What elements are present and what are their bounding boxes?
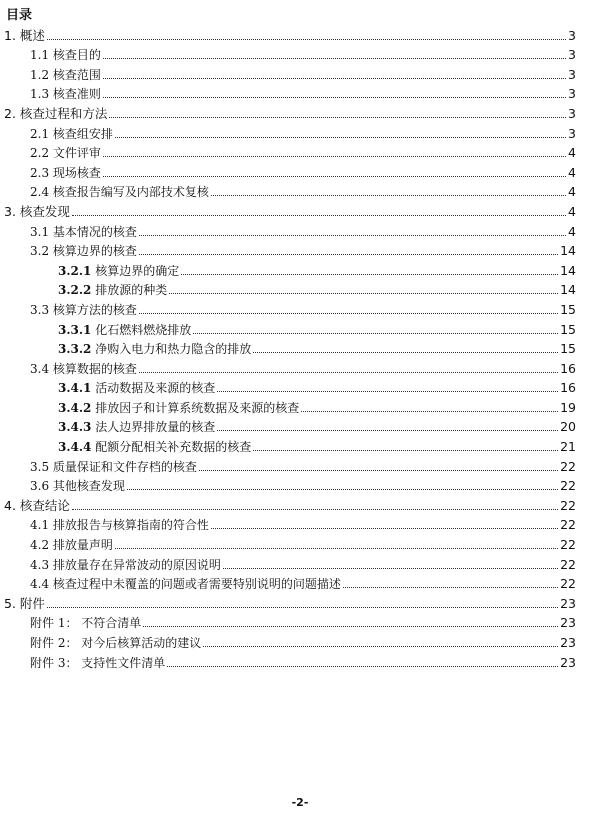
toc-entry-page: 4 [568, 203, 576, 219]
toc-entry-number: 1.2 [30, 67, 50, 82]
toc-leader-dots [143, 626, 558, 627]
toc-entry-number: 4.4 [30, 577, 50, 592]
toc-entry-label [4, 499, 70, 513]
toc-entry-number: 3.4.3 [58, 420, 92, 435]
toc-entry-page: 22 [560, 517, 576, 533]
toc-entry-number: 1. [4, 27, 16, 43]
toc-leader-dots [167, 666, 558, 667]
toc-entry-number: 3.2 [30, 244, 50, 259]
toc-leader-dots [343, 587, 558, 588]
toc-entry-number: 3. [4, 203, 16, 219]
toc-entry[interactable] [4, 553, 576, 573]
toc-leader-dots [139, 313, 558, 314]
toc-entry-page: 23 [560, 615, 576, 631]
toc-entry-label [58, 283, 167, 297]
toc-entry-number: 4.1 [30, 518, 50, 533]
toc-leader-dots [301, 411, 558, 412]
toc-entry-text: 核查过程和方法 [19, 105, 108, 121]
toc-entry-label [30, 577, 341, 591]
toc-entry-page: 14 [560, 262, 576, 278]
toc-leader-dots [103, 156, 566, 157]
toc-entry-label [30, 538, 113, 552]
toc-leader-dots [103, 78, 566, 79]
toc-entry[interactable] [4, 494, 576, 514]
toc-entry[interactable] [4, 102, 576, 122]
toc-entry-label [30, 166, 101, 180]
toc-entry-text: 排放因子和计算系统数据及来源的核查 [95, 400, 300, 415]
toc-entry-page: 3 [568, 66, 576, 82]
toc-leader-dots [253, 450, 558, 451]
toc-leader-dots [253, 352, 558, 353]
toc-entry-page: 22 [560, 576, 576, 592]
toc-entry-label [4, 205, 70, 219]
toc-entry-text: 核查组安排 [52, 126, 113, 141]
toc-entry-number: 3.6 [30, 479, 50, 494]
toc-entry-text: 核算边界的确定 [95, 263, 180, 278]
toc-entry[interactable] [4, 200, 576, 220]
toc-entry-label [30, 656, 165, 670]
toc-entry-page: 23 [560, 595, 576, 611]
toc-entry-text: 基本情况的核查 [52, 224, 137, 239]
toc-entry-label [58, 342, 251, 356]
toc-entry-label [30, 616, 141, 630]
toc-entry-text: 核算边界的核查 [52, 244, 137, 259]
toc-entry-page: 23 [560, 654, 576, 670]
toc-leader-dots [223, 568, 558, 569]
toc-entry-number: 1.1 [30, 48, 50, 63]
toc-entry[interactable] [4, 651, 576, 671]
toc-entry[interactable] [4, 455, 576, 475]
toc-leader-dots [181, 274, 558, 275]
toc-entry[interactable] [4, 475, 576, 495]
toc-entry-label [30, 225, 137, 239]
toc-entry-page: 4 [568, 223, 576, 239]
toc-entry-number: 3.4.1 [58, 381, 92, 396]
toc-entry-page: 3 [568, 47, 576, 63]
toc-entry[interactable] [4, 416, 576, 436]
toc-leader-dots [217, 430, 558, 431]
toc-entry-text: 附件 [19, 595, 45, 611]
toc-entry-number: 3.2.1 [58, 263, 92, 278]
toc-leader-dots [211, 528, 558, 529]
toc-entry-text: 核查发现 [19, 203, 70, 219]
toc-entry-label [30, 636, 201, 650]
toc-entry-label [58, 381, 215, 395]
toc-entry-page: 4 [568, 164, 576, 180]
toc-entry-text: 排放量声明 [52, 538, 113, 553]
toc-leader-dots [127, 489, 558, 490]
toc-entry-text: 活动数据及来源的核查 [95, 381, 216, 396]
toc-entry-page: 3 [568, 125, 576, 141]
toc-entry-label [58, 401, 299, 415]
toc-entry-text: 核查目的 [52, 48, 101, 63]
toc-leader-dots [103, 97, 566, 98]
toc-leader-dots [169, 293, 558, 294]
toc-entry-number: 5. [4, 595, 16, 611]
toc-entry[interactable] [4, 514, 576, 534]
toc-entry-page: 23 [560, 635, 576, 650]
toc-entry-label [30, 479, 125, 493]
toc-entry-number: 3.3.2 [58, 342, 92, 357]
toc-entry-page: 3 [568, 27, 576, 43]
toc-entry[interactable] [4, 122, 576, 142]
toc-entry-label [30, 518, 209, 532]
toc-entry-label [30, 146, 101, 160]
toc-entry[interactable] [4, 279, 576, 299]
toc-list [4, 24, 576, 671]
toc-entry[interactable] [4, 181, 576, 201]
toc-leader-dots [193, 333, 558, 334]
toc-leader-dots [103, 58, 566, 59]
toc-entry[interactable] [4, 612, 576, 632]
toc-entry-number: 3.3 [30, 302, 50, 317]
toc-entry[interactable] [4, 298, 576, 318]
toc-entry-text: 核算数据的核查 [52, 361, 137, 376]
toc-leader-dots [203, 646, 558, 647]
toc-entry-label [30, 362, 137, 376]
toc-entry-label [4, 107, 107, 121]
toc-entry[interactable] [4, 357, 576, 377]
toc-leader-dots [103, 176, 566, 177]
toc-leader-dots [72, 215, 566, 216]
toc-entry-page: 15 [560, 321, 576, 337]
toc-entry-page: 22 [560, 458, 576, 474]
toc-entry-number: 2.2 [30, 146, 50, 161]
toc-entry[interactable] [4, 573, 576, 593]
toc-entry-number: 2. [4, 105, 16, 121]
toc-entry-page: 14 [560, 243, 576, 259]
toc-entry[interactable] [4, 44, 576, 64]
toc-entry-page: 19 [560, 399, 576, 415]
toc-entry-text: 配额分配相关补充数据的核查 [95, 440, 252, 455]
toc-entry-label [30, 460, 197, 474]
toc-entry[interactable] [4, 377, 576, 397]
toc-entry-text: 支持性文件清单 [81, 655, 166, 670]
toc-leader-dots [139, 372, 558, 373]
toc-entry[interactable] [4, 220, 576, 240]
toc-entry-number: 附件 2： [30, 636, 78, 650]
toc-entry-text: 排放量存在异常波动的原因说明 [52, 557, 221, 572]
toc-entry-page: 22 [560, 478, 576, 494]
toc-entry-label [58, 420, 215, 434]
toc-entry-label [30, 48, 101, 62]
toc-entry-text: 现场核查 [52, 165, 101, 180]
toc-entry-text: 排放报告与核算指南的符合性 [52, 518, 209, 533]
toc-entry-label [30, 558, 221, 572]
toc-entry-number: 2.4 [30, 185, 50, 200]
toc-entry[interactable] [4, 63, 576, 83]
toc-entry-label [4, 597, 45, 611]
toc-entry[interactable] [4, 240, 576, 260]
toc-entry-label [58, 264, 179, 278]
toc-entry-text: 对今后核算活动的建议 [81, 636, 202, 650]
toc-entry-label [30, 68, 101, 82]
toc-entry-text: 排放源的种类 [95, 283, 168, 298]
toc-entry[interactable] [4, 533, 576, 553]
toc-leader-dots [199, 470, 558, 471]
toc-entry-page: 22 [560, 497, 576, 513]
toc-entry-label [30, 127, 113, 141]
toc-entry[interactable] [4, 259, 576, 279]
toc-entry-text: 核查范围 [52, 67, 101, 82]
toc-leader-dots [217, 391, 558, 392]
toc-leader-dots [211, 195, 566, 196]
toc-entry-text: 文件评审 [52, 146, 101, 161]
toc-entry-label [58, 323, 191, 337]
toc-entry-label [30, 244, 137, 258]
toc-entry-page: 21 [560, 439, 576, 455]
toc-entry-number: 附件 3： [30, 655, 78, 670]
toc-entry-number: 附件 1： [30, 616, 78, 631]
toc-entry-text: 概述 [19, 27, 45, 43]
toc-entry-page: 3 [568, 86, 576, 102]
toc-entry-page: 14 [560, 282, 576, 298]
toc-entry-text: 质量保证和文件存档的核查 [52, 459, 197, 474]
toc-entry-page: 22 [560, 556, 576, 572]
toc-entry-label [58, 440, 251, 454]
toc-entry-text: 核查结论 [19, 497, 70, 513]
toc-entry-number: 3.3.1 [58, 322, 92, 337]
toc-leader-dots [72, 509, 558, 510]
toc-entry-label [4, 29, 45, 43]
toc-entry-page: 16 [560, 380, 576, 396]
toc-entry[interactable] [4, 338, 576, 358]
toc-title: 目录 [6, 8, 33, 23]
toc-leader-dots [47, 39, 566, 40]
toc-entry-number: 3.2.2 [58, 283, 92, 298]
toc-entry-text: 核查过程中未覆盖的问题或者需要特别说明的问题描述 [52, 577, 341, 592]
toc-entry-label [30, 185, 209, 199]
toc-leader-dots [139, 235, 566, 236]
toc-entry-page: 20 [560, 419, 576, 435]
toc-entry-text: 核查报告编写及内部技术复核 [52, 185, 209, 200]
toc-entry-text: 核算方法的核查 [52, 302, 137, 317]
toc-entry-text: 不符合清单 [81, 616, 142, 631]
toc-leader-dots [115, 137, 566, 138]
toc-entry-number: 3.1 [30, 224, 50, 239]
toc-entry-page: 4 [568, 184, 576, 200]
page-number: -2- [291, 796, 309, 809]
toc-entry-page: 15 [560, 341, 576, 357]
toc-entry-text: 其他核查发现 [52, 479, 125, 494]
toc-entry[interactable] [4, 142, 576, 162]
toc-entry[interactable] [4, 161, 576, 181]
toc-entry-label [30, 303, 137, 317]
toc-entry-page: 4 [568, 145, 576, 161]
toc-entry[interactable] [4, 396, 576, 416]
toc-leader-dots [47, 607, 558, 608]
toc-leader-dots [139, 254, 558, 255]
toc-entry-page: 3 [568, 105, 576, 121]
toc-entry[interactable] [4, 83, 576, 103]
toc-entry[interactable] [4, 592, 576, 612]
toc-entry-number: 3.4 [30, 361, 50, 376]
toc-entry[interactable] [4, 435, 576, 455]
toc-entry-text: 法人边界排放量的核查 [95, 420, 216, 435]
toc-entry[interactable] [4, 631, 576, 651]
toc-leader-dots [109, 117, 566, 118]
toc-entry-text: 化石燃料燃烧排放 [95, 322, 192, 337]
toc-entry-number: 3.5 [30, 459, 50, 474]
toc-leader-dots [115, 548, 558, 549]
toc-entry-number: 3.4.2 [58, 400, 92, 415]
toc-entry-number: 4.3 [30, 557, 50, 572]
toc-entry[interactable] [4, 318, 576, 338]
toc-entry-text: 核查准则 [52, 87, 101, 102]
toc-entry-page: 16 [560, 360, 576, 376]
toc-entry-text: 净购入电力和热力隐含的排放 [95, 342, 252, 357]
toc-entry-page: 15 [560, 301, 576, 317]
toc-entry-number: 4. [4, 497, 16, 513]
toc-entry-number: 1.3 [30, 87, 50, 102]
toc-entry-label [30, 87, 101, 101]
toc-entry-number: 2.3 [30, 165, 50, 180]
toc-entry-number: 2.1 [30, 126, 50, 141]
toc-entry[interactable] [4, 24, 576, 44]
toc-entry-number: 3.4.4 [58, 440, 92, 455]
toc-entry-number: 4.2 [30, 538, 50, 553]
toc-entry-page: 22 [560, 537, 576, 553]
